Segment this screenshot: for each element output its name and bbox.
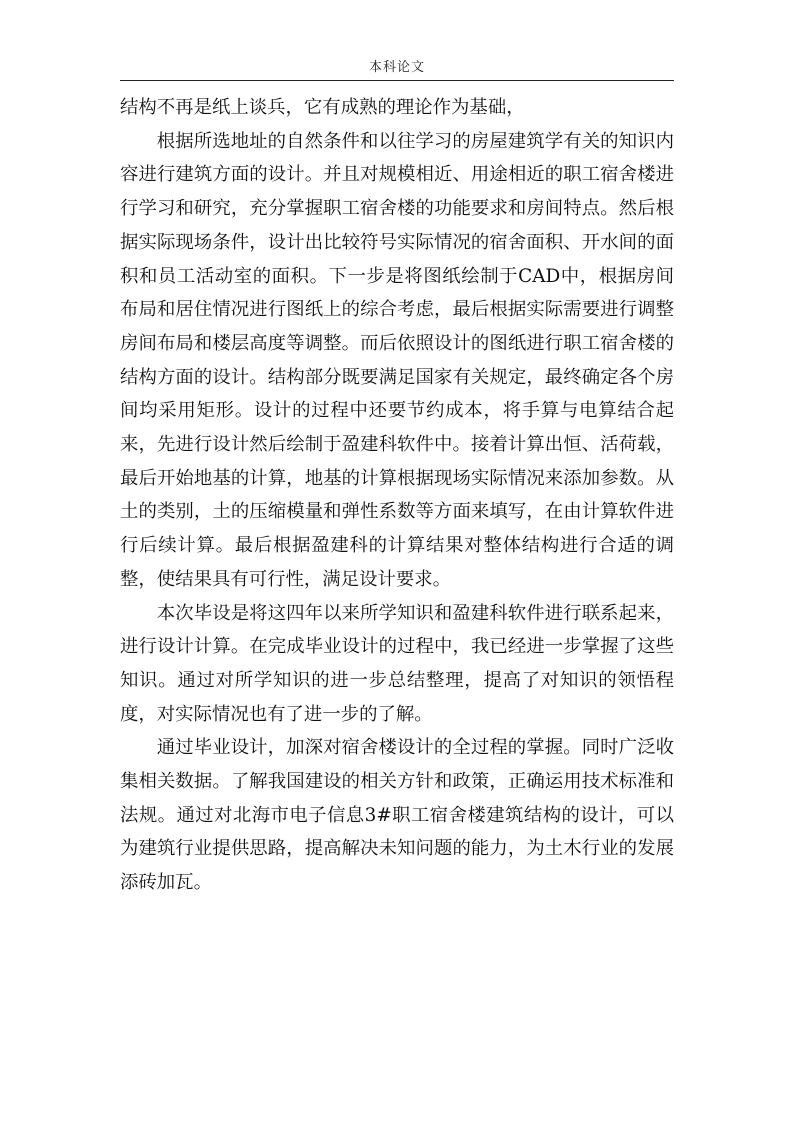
paragraph-conclusion: 通过毕业设计，加深对宿舍楼设计的全过程的掌握。同时广泛收集相关数据。了解我国建设的相关方针和政策，正确运用技术标准和法规。通过对北海市电子信息3#职工宿舍楼建筑结构的设计，可以为建筑行业提供思路，提高解决未知问题的能力，为土木行业的发展添砖加瓦。 xyxy=(120,737,674,894)
paragraph-design-process: 根据所选地址的自然条件和以往学习的房屋建筑学有关的知识内容进行建筑方面的设计。并且对规模相近、用途相近的职工宿舍楼进行学习和研究，充分掌握职工宿舍楼的功能要求和房间特点。然后根据实际现场条件，设计出比较符号实际情况的宿舍面积、开水间的面积和员工活动室的面积。下一步是将图纸绘制于CAD中，根据房间布局和居住情况进行图纸上的综合考虑，最后根据实际需要进行调整房间布局和楼层高度等调整。而后依照设计的图纸进行职工宿舍楼的结构方面的设计。结构部分既要满足国家有关规定，最终确定各个房间均采用矩形。设计的过程中还要节约成本，将手算与电算结合起来，先进行设计然后绘制于盈建科软件中。接着计算出恒、活荷载，最后开始地基的计算，地基的计算根据现场实际情况来添加参数。从土的类别，土的压缩模量和弹性系数等方面来填写，在由计算软件进行后续计算。最后根据盈建科的计算结果对整体结构进行合适的调整，使结果具有可行性，满足设计要求。 xyxy=(120,130,674,590)
paragraph-continued: 结构不再是纸上谈兵，它有成熟的理论作为基础， xyxy=(120,97,525,118)
header-rule xyxy=(120,80,674,81)
running-header: 本科论文 xyxy=(368,60,425,75)
paragraph-knowledge-summary: 本次毕设是将这四年以来所学知识和盈建科软件进行联系起来，进行设计计算。在完成毕业设计的过程中，我已经进一步掌握了这些知识。通过对所学知识的进一步总结整理，提高了对知识的领悟程度，对实际情况也有了进一步的了解。 xyxy=(120,602,674,725)
body-text xyxy=(120,91,674,900)
